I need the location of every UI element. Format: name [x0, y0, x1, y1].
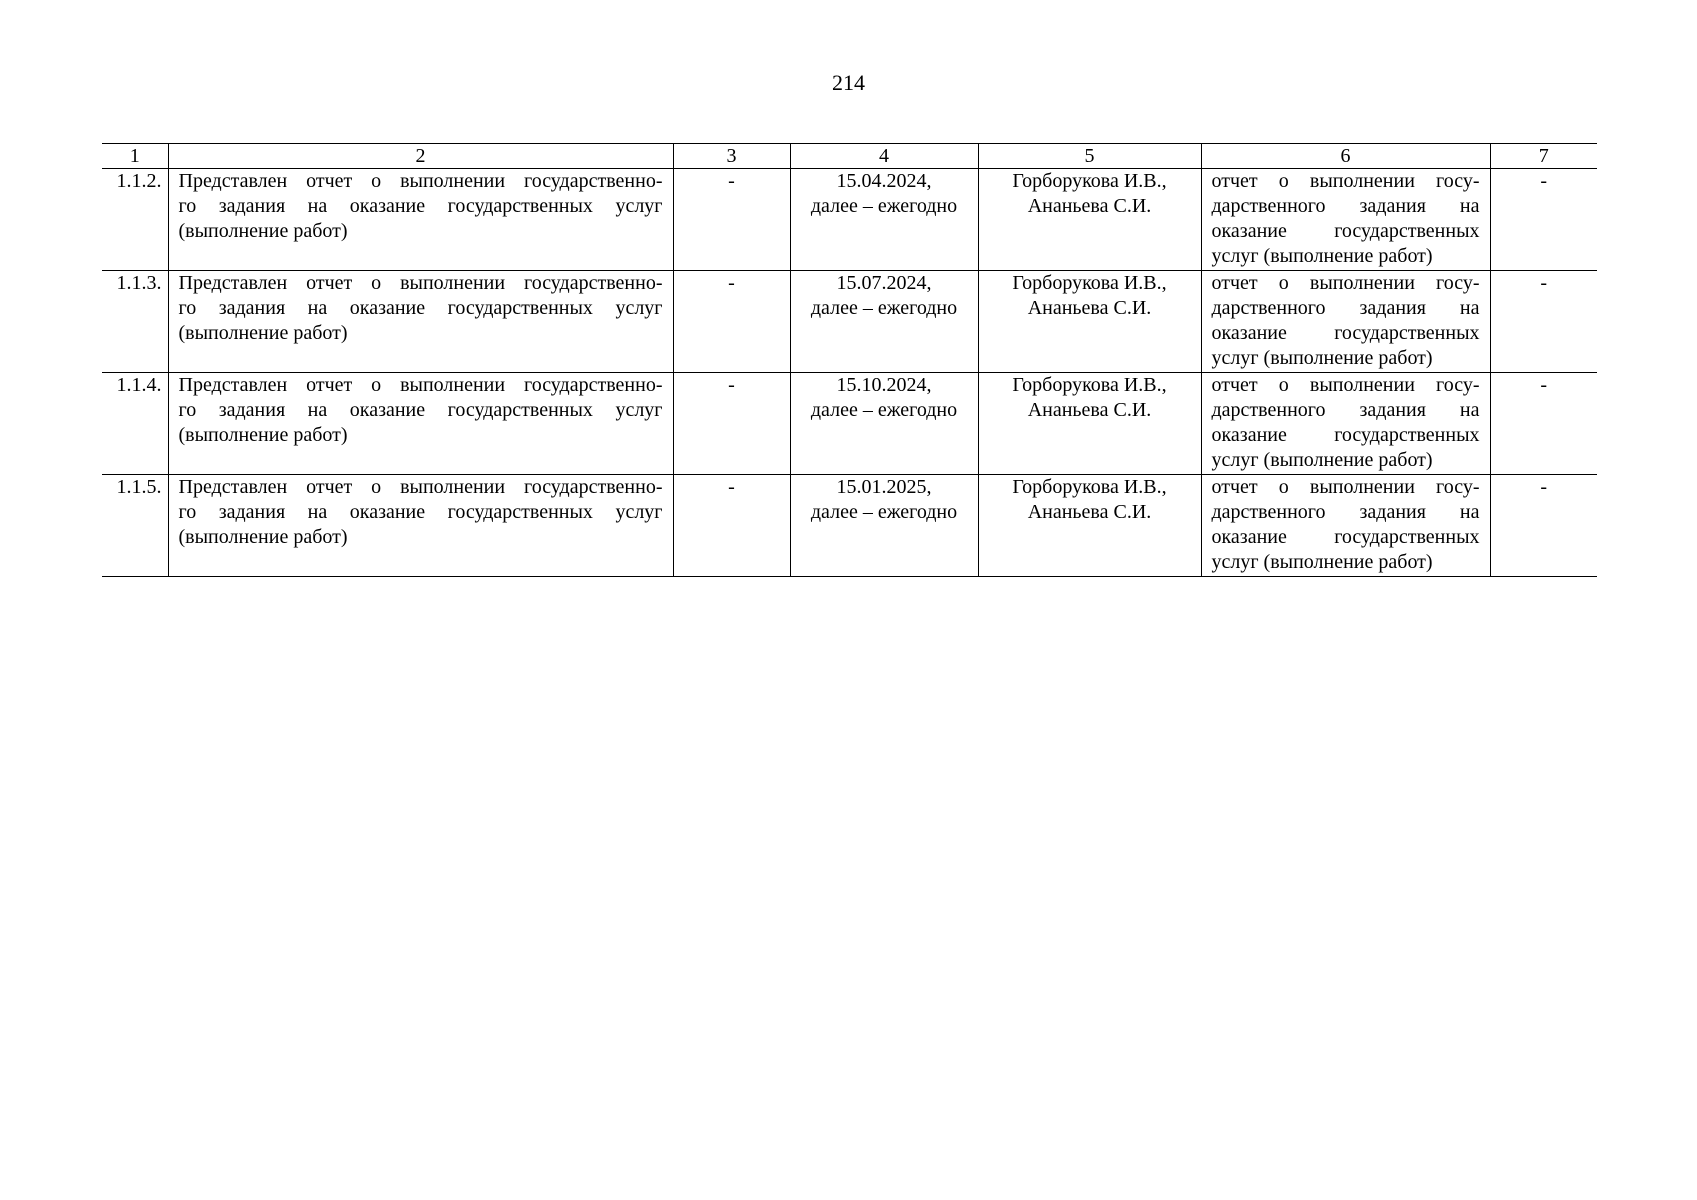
responsible-person: Горборукова И.В.,: [1012, 476, 1167, 498]
column-7-value: -: [1490, 475, 1597, 577]
description-line: Представлен отчет о выполнении государственно-: [178, 170, 663, 192]
deadline-date: 15.04.2024,: [836, 170, 932, 192]
description-line: го задания на оказание государственных услуг: [178, 297, 663, 319]
column-3-value: -: [673, 271, 790, 373]
responsible: [978, 475, 1201, 577]
result-line: отчет о выполнении госу-: [1211, 476, 1480, 498]
deadline-date: 15.10.2024,: [836, 374, 932, 396]
result-document: [1201, 169, 1490, 271]
item-description: [168, 373, 673, 475]
description-line: го задания на оказание государственных услуг: [178, 399, 663, 421]
deadline: [790, 169, 978, 271]
page-number: 214: [832, 70, 865, 95]
description-line: (выполнение работ): [178, 322, 348, 344]
deadline-recurrence: далее – ежегодно: [810, 195, 958, 217]
result-line: отчет о выполнении госу-: [1211, 374, 1480, 396]
header-cell: 1: [102, 144, 168, 169]
description-line: го задания на оказание государственных услуг: [178, 195, 663, 217]
item-number: 1.1.5.: [102, 475, 168, 577]
deadline-recurrence: далее – ежегодно: [810, 501, 958, 523]
result-line: услуг (выполнение работ): [1211, 449, 1433, 471]
table-row: [102, 169, 1597, 271]
deadline: [790, 373, 978, 475]
column-7-value: -: [1490, 271, 1597, 373]
result-line: дарственного задания на: [1211, 195, 1480, 217]
description-line: (выполнение работ): [178, 424, 348, 446]
deadline-recurrence: далее – ежегодно: [810, 297, 958, 319]
result-line: отчет о выполнении госу-: [1211, 272, 1480, 294]
result-line: оказание государственных: [1211, 322, 1480, 344]
description-line: (выполнение работ): [178, 526, 348, 548]
responsible-person: Ананьева С.И.: [1027, 501, 1152, 523]
responsible-person: Горборукова И.В.,: [1012, 272, 1167, 294]
header-cell: 5: [978, 144, 1201, 169]
header-cell: 3: [673, 144, 790, 169]
result-document: [1201, 373, 1490, 475]
result-line: услуг (выполнение работ): [1211, 245, 1433, 267]
responsible-person: Горборукова И.В.,: [1012, 374, 1167, 396]
deadline: [790, 475, 978, 577]
item-description: [168, 169, 673, 271]
description-line: Представлен отчет о выполнении государственно-: [178, 374, 663, 396]
result-line: услуг (выполнение работ): [1211, 551, 1433, 573]
responsible-person: Ананьева С.И.: [1027, 399, 1152, 421]
result-document: [1201, 475, 1490, 577]
table-row: [102, 475, 1597, 577]
table-header-row: [102, 144, 1597, 169]
table-row: [102, 271, 1597, 373]
result-line: оказание государственных: [1211, 424, 1480, 446]
deadline: [790, 271, 978, 373]
column-7-value: -: [1490, 373, 1597, 475]
result-line: оказание государственных: [1211, 526, 1480, 548]
column-7-value: -: [1490, 169, 1597, 271]
header-cell: 2: [168, 144, 673, 169]
deadline-date: 15.01.2025,: [836, 476, 932, 498]
result-line: дарственного задания на: [1211, 399, 1480, 421]
column-3-value: -: [673, 373, 790, 475]
item-description: [168, 475, 673, 577]
responsible: [978, 271, 1201, 373]
header-cell: 7: [1490, 144, 1597, 169]
column-3-value: -: [673, 169, 790, 271]
responsible: [978, 169, 1201, 271]
item-number: 1.1.4.: [102, 373, 168, 475]
result-document: [1201, 271, 1490, 373]
description-line: (выполнение работ): [178, 220, 348, 242]
description-line: Представлен отчет о выполнении государственно-: [178, 476, 663, 498]
result-line: услуг (выполнение работ): [1211, 347, 1433, 369]
table-row: [102, 373, 1597, 475]
result-line: отчет о выполнении госу-: [1211, 170, 1480, 192]
responsible-person: Горборукова И.В.,: [1012, 170, 1167, 192]
description-line: го задания на оказание государственных услуг: [178, 501, 663, 523]
item-description: [168, 271, 673, 373]
activity-table: [102, 143, 1597, 577]
item-number: 1.1.3.: [102, 271, 168, 373]
header-cell: 6: [1201, 144, 1490, 169]
deadline-recurrence: далее – ежегодно: [810, 399, 958, 421]
result-line: дарственного задания на: [1211, 297, 1480, 319]
item-number: 1.1.2.: [102, 169, 168, 271]
result-line: оказание государственных: [1211, 220, 1480, 242]
result-line: дарственного задания на: [1211, 501, 1480, 523]
responsible-person: Ананьева С.И.: [1027, 297, 1152, 319]
deadline-date: 15.07.2024,: [836, 272, 932, 294]
header-cell: 4: [790, 144, 978, 169]
description-line: Представлен отчет о выполнении государственно-: [178, 272, 663, 294]
column-3-value: -: [673, 475, 790, 577]
responsible: [978, 373, 1201, 475]
responsible-person: Ананьева С.И.: [1027, 195, 1152, 217]
